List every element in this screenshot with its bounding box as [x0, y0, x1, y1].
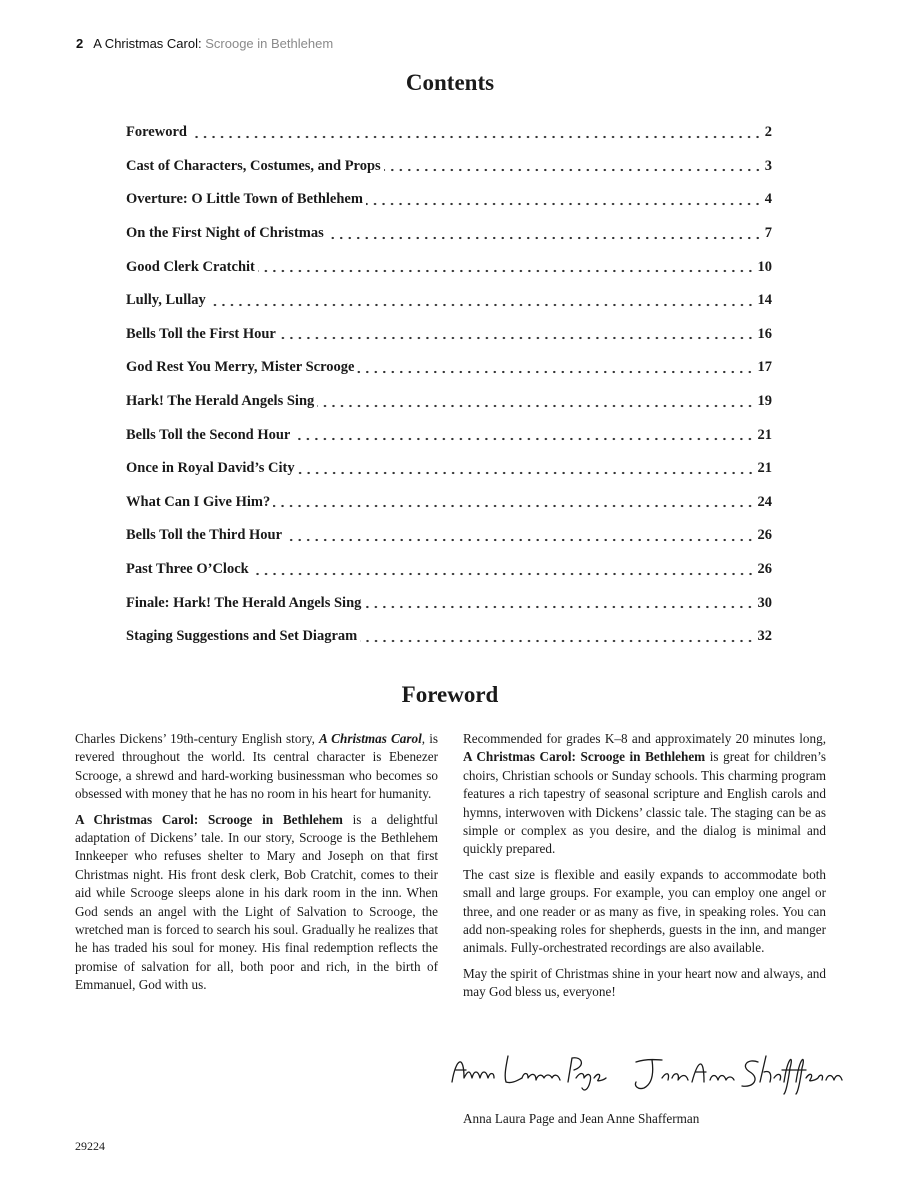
- program-title-emphasis: A Christmas Carol: Scrooge in Bethlehem: [463, 749, 706, 765]
- toc-entry: [126, 284, 772, 318]
- toc-entry-title: Cast of Characters, Costumes, and Props: [126, 157, 381, 174]
- toc-entry-page: 10: [757, 258, 772, 275]
- toc-entry-title: Hark! The Herald Angels Sing: [126, 393, 315, 410]
- table-of-contents: [126, 116, 772, 654]
- toc-entry-title: What Can I Give Him?: [126, 493, 271, 510]
- text-run: Recommended for grades K–8 and approximately 20 minutes long,: [463, 731, 826, 746]
- dot-leader: [209, 295, 755, 309]
- toc-entry-page: 7: [764, 225, 772, 242]
- toc-entry: [126, 318, 772, 352]
- dot-leader: [258, 261, 755, 275]
- toc-entry: [126, 150, 772, 184]
- text-run: Charles Dickens’ 19th-century English story,: [75, 731, 319, 746]
- contents-heading: Contents: [405, 70, 495, 95]
- toc-entry: [126, 116, 772, 150]
- toc-entry-title: Good Clerk Cratchit: [126, 258, 255, 275]
- program-title-emphasis: A Christmas Carol: Scrooge in Bethlehem: [75, 811, 343, 827]
- catalog-number: 29224: [75, 1139, 105, 1153]
- toc-entry-page: 24: [757, 493, 772, 510]
- foreword-paragraph: [463, 730, 826, 859]
- toc-entry: [126, 452, 772, 486]
- toc-entry-page: 21: [757, 460, 772, 477]
- toc-entry: [126, 250, 772, 284]
- toc-entry-page: 26: [757, 527, 772, 544]
- dot-leader: [364, 597, 754, 611]
- toc-entry-page: 2: [764, 124, 772, 141]
- toc-entry-title: Lully, Lullay: [126, 292, 206, 309]
- toc-entry-page: 3: [764, 157, 772, 174]
- toc-entry-title: Bells Toll the First Hour: [126, 325, 276, 342]
- dot-leader: [298, 463, 755, 477]
- toc-entry: [126, 519, 772, 553]
- toc-entry: [126, 183, 772, 217]
- toc-entry-title: Bells Toll the Third Hour: [126, 527, 283, 544]
- toc-entry-page: 21: [757, 426, 772, 443]
- toc-entry-title: Overture: O Little Town of Bethlehem: [126, 191, 363, 208]
- toc-entry-title: God Rest You Merry, Mister Scrooge: [126, 359, 355, 376]
- dot-leader: [366, 194, 762, 208]
- foreword-left-column: [75, 730, 438, 1002]
- foreword-heading: Foreword: [401, 682, 499, 707]
- toc-entry-page: 26: [757, 561, 772, 578]
- dot-leader: [285, 530, 754, 544]
- toc-entry-title: Foreword: [126, 124, 187, 141]
- toc-entry: [126, 217, 772, 251]
- foreword-paragraph: [75, 811, 438, 995]
- dot-leader: [384, 160, 762, 174]
- signers-names: Anna Laura Page and Jean Anne Shafferman: [463, 1111, 700, 1126]
- toc-entry-page: 16: [757, 325, 772, 342]
- foreword-paragraph: May the spirit of Christmas shine in your heart now and always, and may God bless us, everyone!: [463, 965, 826, 1000]
- text-run: , is revered throughout the world. Its central character is Ebenezer Scrooge, a shrewd and hard-working businessman who becomes so obsessed with money that he has no room in his heart for humanity.: [75, 731, 439, 802]
- toc-entry-title: Bells Toll the Second Hour: [126, 426, 291, 443]
- foreword-right-column: [463, 730, 826, 1009]
- dot-leader: [273, 496, 754, 510]
- toc-entry-page: 14: [757, 292, 772, 309]
- toc-entry-page: 17: [757, 359, 772, 376]
- toc-entry: [126, 553, 772, 587]
- text-run: is a delightful adaptation of Dickens’ tale. In our story, Scrooge is the Bethlehem Innkeeper who refuses shelter to Mary and Joseph on that first Christmas night. His front desk clerk, Bob Cratchit, comes to their aid while Scrooge sleeps alone in his dark room in the inn. When God sends an angel with the Light of Salvation to Scrooge, the wretched man is forced to search his soul. Gradually he realizes that he has traded his soul for money. His final redemption reflects the promise of salvation for all, both poor and rich, in the birth of Emmanuel, God with us.: [75, 811, 438, 993]
- foreword-paragraph: [75, 730, 438, 804]
- toc-entry-title: Once in Royal David’s City: [126, 460, 295, 477]
- dot-leader: [252, 564, 755, 578]
- toc-entry: [126, 486, 772, 520]
- toc-entry-page: 4: [764, 191, 772, 208]
- page-number: 2: [76, 36, 84, 51]
- dot-leader: [190, 127, 762, 141]
- dot-leader: [327, 228, 762, 242]
- text-run: is great for children’s choirs, Christian schools or Sunday schools. This charming program features a rich tapestry of seasonal scripture and English carols and hymns, interwoven with Dickens’ classic tale. The staging can be as simple or complex as you desire, and the dialog is minimal and quickly prepared.: [463, 749, 827, 857]
- running-header: [76, 36, 333, 51]
- toc-entry-page: 19: [757, 393, 772, 410]
- toc-entry: [126, 351, 772, 385]
- dot-leader: [317, 396, 754, 410]
- book-title-emphasis: A Christmas Carol: [319, 731, 422, 746]
- toc-entry-page: 32: [757, 628, 772, 645]
- toc-entry-title: Finale: Hark! The Herald Angels Sing: [126, 594, 362, 611]
- book-subtitle: Scrooge in Bethlehem: [205, 36, 334, 51]
- toc-entry: [126, 620, 772, 654]
- dot-leader: [293, 429, 754, 443]
- signature-image: [448, 1048, 848, 1098]
- foreword-paragraph: The cast size is flexible and easily expands to accommodate both small and large groups. For example, you can employ one angel or three, and one reader or as many as five, in speaking roles. You can add non-speaking roles for shepherds, guests in the inn, and manger animals. Fully-orchestrated recordings are also available.: [463, 866, 826, 956]
- handwritten-signatures: [448, 1048, 848, 1098]
- book-title: A Christmas Carol:: [93, 36, 202, 51]
- toc-entry: [126, 385, 772, 419]
- toc-entry: [126, 418, 772, 452]
- toc-entry-title: Staging Suggestions and Set Diagram: [126, 628, 358, 645]
- dot-leader: [357, 362, 754, 376]
- toc-entry: [126, 586, 772, 620]
- toc-entry-title: On the First Night of Christmas: [126, 225, 324, 242]
- toc-entry-page: 30: [757, 594, 772, 611]
- toc-entry-title: Past Three O’Clock: [126, 561, 249, 578]
- dot-leader: [360, 631, 754, 645]
- dot-leader: [279, 328, 755, 342]
